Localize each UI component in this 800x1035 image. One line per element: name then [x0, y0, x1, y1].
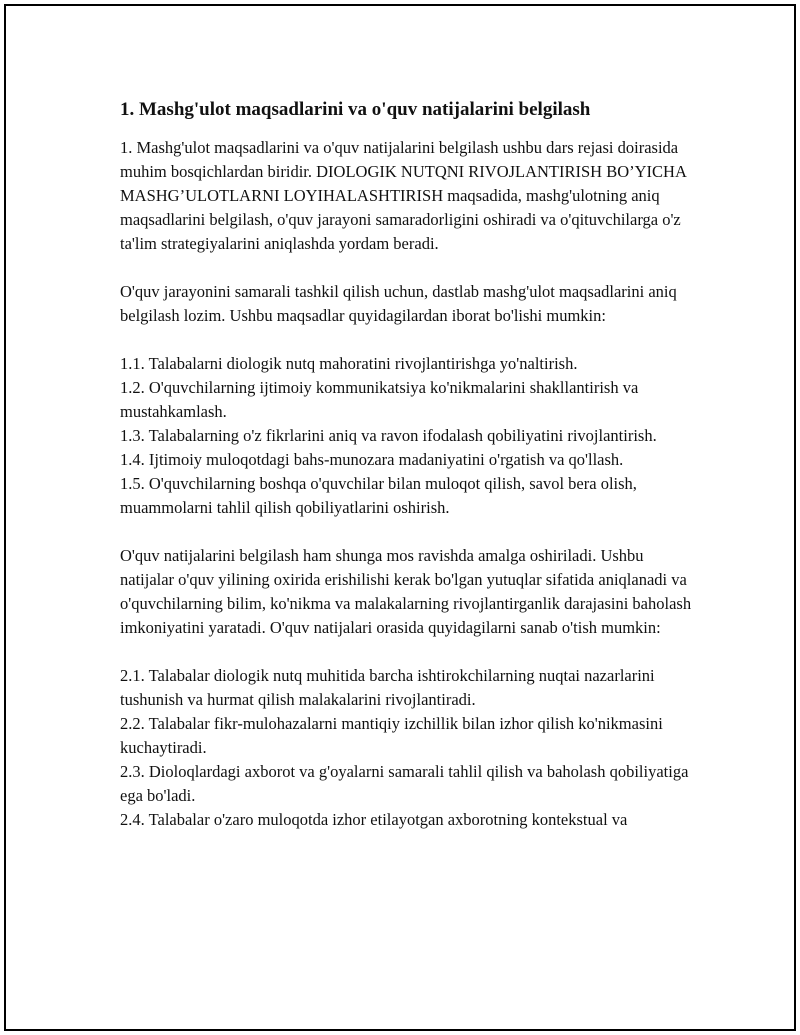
list-item: 1.2. O'quvchilarning ijtimoiy kommunikatsiya ko'nikmalarini shakllantirish va mustahkamlash.: [120, 378, 639, 421]
outcomes-list: [120, 664, 700, 832]
document-title: 1. Mashg'ulot maqsadlarini va o'quv natijalarini belgilash: [120, 99, 591, 120]
goals-intro-paragraph: O'quv jarayonini samarali tashkil qilish uchun, dastlab mashg'ulot maqsadlarini aniq belgilash lozim. Ushbu maqsadlar quyidagilardan iborat bo'lishi mumkin:: [120, 282, 677, 325]
document-body: [120, 98, 700, 832]
list-item: 2.1. Talabalar diologik nutq muhitida barcha ishtirokchilarning nuqtai nazarlarini tushunish va hurmat qilish malakalarini rivojlantiradi.: [120, 666, 655, 709]
intro-paragraph: 1. Mashg'ulot maqsadlarini va o'quv natijalarini belgilash ushbu dars rejasi doirasida muhim bosqichlardan biridir. DIOLOGIK NUTQNI RIVOJLANTIRISH BO’YICHA MASHG’ULOTLARNI LOYIHALASHTIRISH maqsadida, mashg'ulotning aniq maqsadlarini belgilash, o'quv jarayoni samaradorligini oshiradi va o'qituvchilarga o'z ta'lim strategiyalarini aniqlashda yordam beradi.: [120, 138, 686, 253]
list-item: 1.4. Ijtimoiy muloqotdagi bahs-munozara madaniyatini o'rgatish va qo'llash.: [120, 450, 624, 469]
outcomes-intro-paragraph: O'quv natijalarini belgilash ham shunga mos ravishda amalga oshiriladi. Ushbu natijalar o'quv yilining oxirida erishilishi kerak bo'lgan yutuqlar sifatida aniqlanadi va o'quvchilarning bilim, ko'nikma va malakalarning rivojlantirganlik darajasini baholash imkoniyatini yaratadi. O'quv natijalari orasida quyidagilarni sanab o'tish mumkin:: [120, 546, 692, 637]
list-item: 2.3. Dioloqlardagi axborot va g'oyalarni samarali tahlil qilish va baholash qobiliyatiga ega bo'ladi.: [120, 762, 689, 805]
list-item: 2.2. Talabalar fikr-mulohazalarni mantiqiy izchillik bilan izhor qilish ko'nikmasini kuchaytiradi.: [120, 714, 663, 757]
list-item: 1.3. Talabalarning o'z fikrlarini aniq va ravon ifodalash qobiliyatini rivojlantirish.: [120, 426, 657, 445]
list-item: 1.1. Talabalarni diologik nutq mahoratini rivojlantirishga yo'naltirish.: [120, 354, 578, 373]
page-frame: [4, 4, 796, 1031]
list-item: 2.4. Talabalar o'zaro muloqotda izhor etilayotgan axborotning kontekstual va: [120, 810, 628, 829]
list-item: 1.5. O'quvchilarning boshqa o'quvchilar bilan muloqot qilish, savol bera olish, muammolarni tahlil qilish qobiliyatlarini oshirish.: [120, 474, 637, 517]
goals-list: [120, 352, 700, 520]
